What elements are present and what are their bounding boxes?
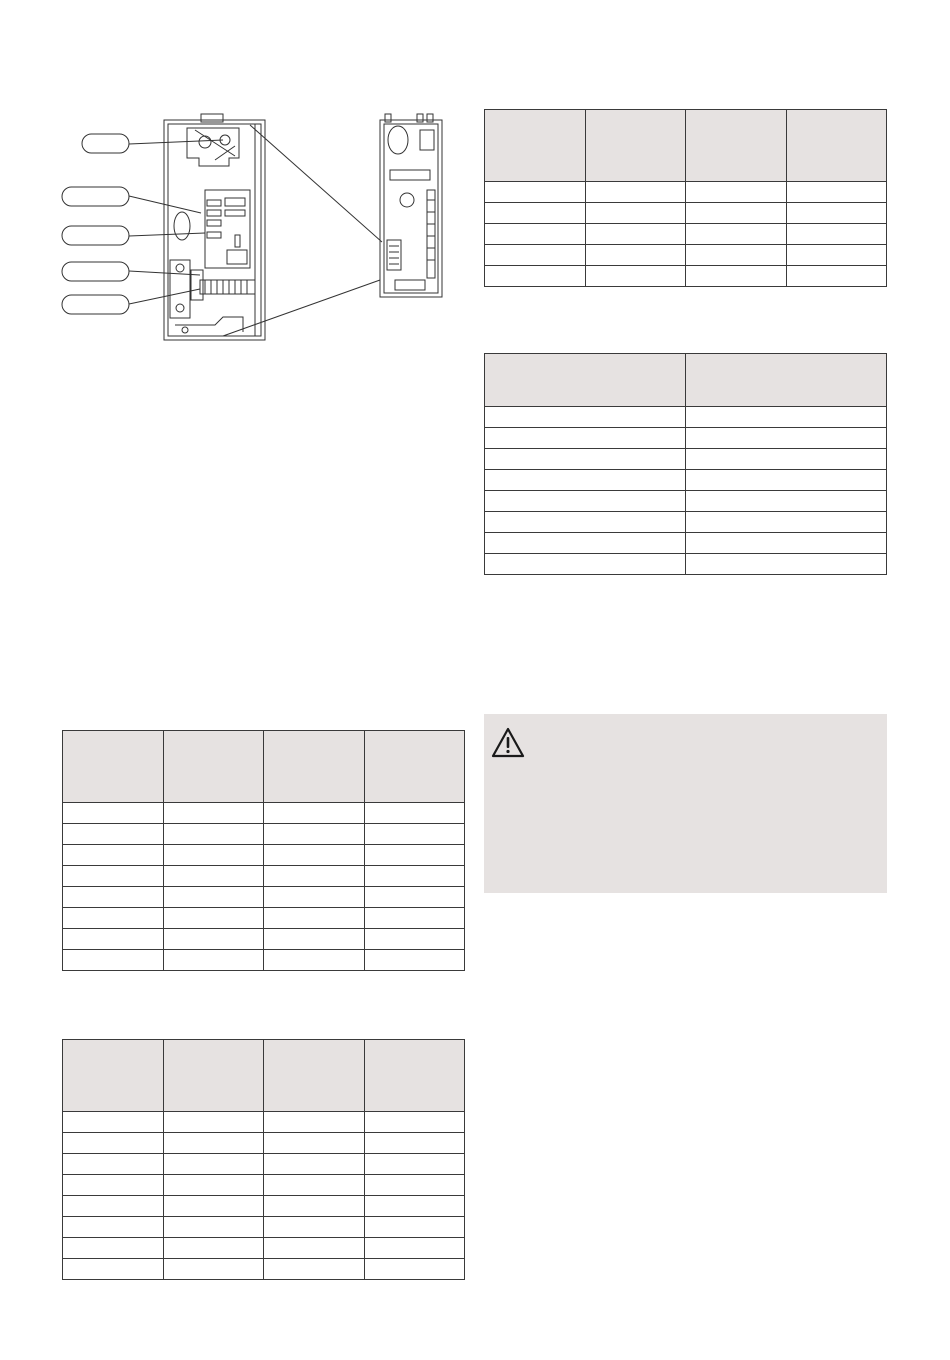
table-row <box>485 224 887 245</box>
table-cell <box>364 866 465 887</box>
table-cell <box>364 887 465 908</box>
table-cell <box>63 1154 164 1175</box>
table-cell <box>63 1112 164 1133</box>
table-row <box>63 950 465 971</box>
table-cell <box>264 1196 365 1217</box>
header-cell <box>686 354 887 407</box>
table-cell <box>364 1259 465 1280</box>
table-cell <box>686 266 787 287</box>
table-cell <box>686 533 887 554</box>
table-cell <box>364 929 465 950</box>
table-row <box>63 1133 465 1154</box>
table-cell <box>364 824 465 845</box>
table-row <box>63 803 465 824</box>
table-cell <box>63 1217 164 1238</box>
table-cell <box>163 1238 264 1259</box>
table-row <box>485 512 887 533</box>
table-row <box>485 491 887 512</box>
warning-box <box>484 714 887 893</box>
table-cell <box>264 803 365 824</box>
table-row <box>63 1154 465 1175</box>
table-cell <box>786 245 887 266</box>
table-cell <box>163 1112 264 1133</box>
table-cell <box>264 866 365 887</box>
table-cell <box>63 824 164 845</box>
table-cell <box>264 908 365 929</box>
table-cell <box>63 950 164 971</box>
table-row <box>63 866 465 887</box>
table-cell <box>485 245 586 266</box>
spec-table-right-middle <box>484 353 887 575</box>
control-box-diagram <box>55 100 475 350</box>
table-cell <box>63 1175 164 1196</box>
table-row <box>485 533 887 554</box>
table-cell <box>686 512 887 533</box>
table-cell <box>63 887 164 908</box>
table-cell <box>63 1196 164 1217</box>
table-cell <box>686 470 887 491</box>
table-cell <box>485 224 586 245</box>
table-cell <box>264 1133 365 1154</box>
table-row <box>485 266 887 287</box>
table-cell <box>786 224 887 245</box>
table-cell <box>264 887 365 908</box>
table-cell <box>163 929 264 950</box>
table-row <box>485 182 887 203</box>
table-cell <box>585 245 686 266</box>
table-cell <box>163 824 264 845</box>
header-cell <box>686 110 787 182</box>
spec-table-right-top <box>484 109 887 287</box>
table-row <box>63 1196 465 1217</box>
table-cell <box>63 866 164 887</box>
table-cell <box>585 224 686 245</box>
table-cell <box>485 407 686 428</box>
table-row <box>63 824 465 845</box>
table-cell <box>364 908 465 929</box>
table-cell <box>786 203 887 224</box>
spec-table-left-2 <box>62 1039 465 1280</box>
header-cell <box>585 110 686 182</box>
callout-2 <box>62 187 129 206</box>
header-cell <box>485 354 686 407</box>
header-cell <box>264 1040 365 1112</box>
table-cell <box>264 1238 365 1259</box>
table-cell <box>485 491 686 512</box>
table-row <box>63 1217 465 1238</box>
table-cell <box>63 1133 164 1154</box>
table-cell <box>163 803 264 824</box>
table-cell <box>163 950 264 971</box>
table-cell <box>163 887 264 908</box>
table-row <box>63 845 465 866</box>
table-cell <box>264 1175 365 1196</box>
table-cell <box>485 554 686 575</box>
table-row <box>63 1175 465 1196</box>
table-header-row <box>63 1040 465 1112</box>
header-cell <box>786 110 887 182</box>
table-cell <box>364 1217 465 1238</box>
table-cell <box>364 950 465 971</box>
table-row <box>63 1238 465 1259</box>
table-row <box>63 908 465 929</box>
table-cell <box>686 491 887 512</box>
table-cell <box>364 1238 465 1259</box>
table-cell <box>485 203 586 224</box>
table-header-row <box>485 354 887 407</box>
table-cell <box>63 1259 164 1280</box>
table-cell <box>264 1259 365 1280</box>
header-cell <box>63 1040 164 1112</box>
table-cell <box>163 866 264 887</box>
table-row <box>485 554 887 575</box>
table-cell <box>364 1133 465 1154</box>
table-cell <box>686 224 787 245</box>
table-row <box>485 428 887 449</box>
table-cell <box>63 845 164 866</box>
table-cell <box>364 1175 465 1196</box>
callout-4 <box>62 262 129 281</box>
table-cell <box>485 470 686 491</box>
table-cell <box>786 266 887 287</box>
table-cell <box>264 950 365 971</box>
table-cell <box>686 245 787 266</box>
table-cell <box>585 182 686 203</box>
table-cell <box>264 824 365 845</box>
table-cell <box>485 449 686 470</box>
table-cell <box>163 908 264 929</box>
table-cell <box>264 1154 365 1175</box>
header-cell <box>364 731 465 803</box>
table-row <box>63 929 465 950</box>
table-header-row <box>63 731 465 803</box>
table-cell <box>163 1133 264 1154</box>
table-cell <box>264 929 365 950</box>
table-cell <box>163 1217 264 1238</box>
table-cell <box>364 1112 465 1133</box>
table-row <box>485 449 887 470</box>
table-cell <box>686 449 887 470</box>
table-row <box>485 470 887 491</box>
header-cell <box>264 731 365 803</box>
table-cell <box>485 428 686 449</box>
table-cell <box>63 929 164 950</box>
table-cell <box>585 266 686 287</box>
table-cell <box>264 1217 365 1238</box>
table-cell <box>485 533 686 554</box>
table-cell <box>63 803 164 824</box>
table-cell <box>264 845 365 866</box>
header-cell <box>163 731 264 803</box>
table-cell <box>63 1238 164 1259</box>
table-cell <box>264 1112 365 1133</box>
table-row <box>63 1112 465 1133</box>
callout-1 <box>82 134 129 153</box>
table-row <box>63 1259 465 1280</box>
callout-3 <box>62 226 129 245</box>
header-cell <box>63 731 164 803</box>
header-cell <box>485 110 586 182</box>
table-cell <box>364 803 465 824</box>
table-header-row <box>485 110 887 182</box>
table-cell <box>686 182 787 203</box>
table-cell <box>786 182 887 203</box>
table-cell <box>686 554 887 575</box>
table-cell <box>485 512 686 533</box>
table-cell <box>163 1259 264 1280</box>
table-cell <box>364 1196 465 1217</box>
table-cell <box>163 845 264 866</box>
table-row <box>485 407 887 428</box>
table-row <box>485 245 887 266</box>
table-cell <box>163 1154 264 1175</box>
warning-triangle-icon <box>491 727 525 759</box>
table-cell <box>686 407 887 428</box>
callout-5 <box>62 295 129 314</box>
table-cell <box>585 203 686 224</box>
table-row <box>485 203 887 224</box>
table-cell <box>686 203 787 224</box>
table-cell <box>163 1175 264 1196</box>
table-cell <box>485 266 586 287</box>
table-row <box>63 887 465 908</box>
table-cell <box>485 182 586 203</box>
table-cell <box>686 428 887 449</box>
table-cell <box>364 845 465 866</box>
header-cell <box>163 1040 264 1112</box>
table-cell <box>163 1196 264 1217</box>
spec-table-left-1 <box>62 730 465 971</box>
table-cell <box>364 1154 465 1175</box>
table-cell <box>63 908 164 929</box>
header-cell <box>364 1040 465 1112</box>
